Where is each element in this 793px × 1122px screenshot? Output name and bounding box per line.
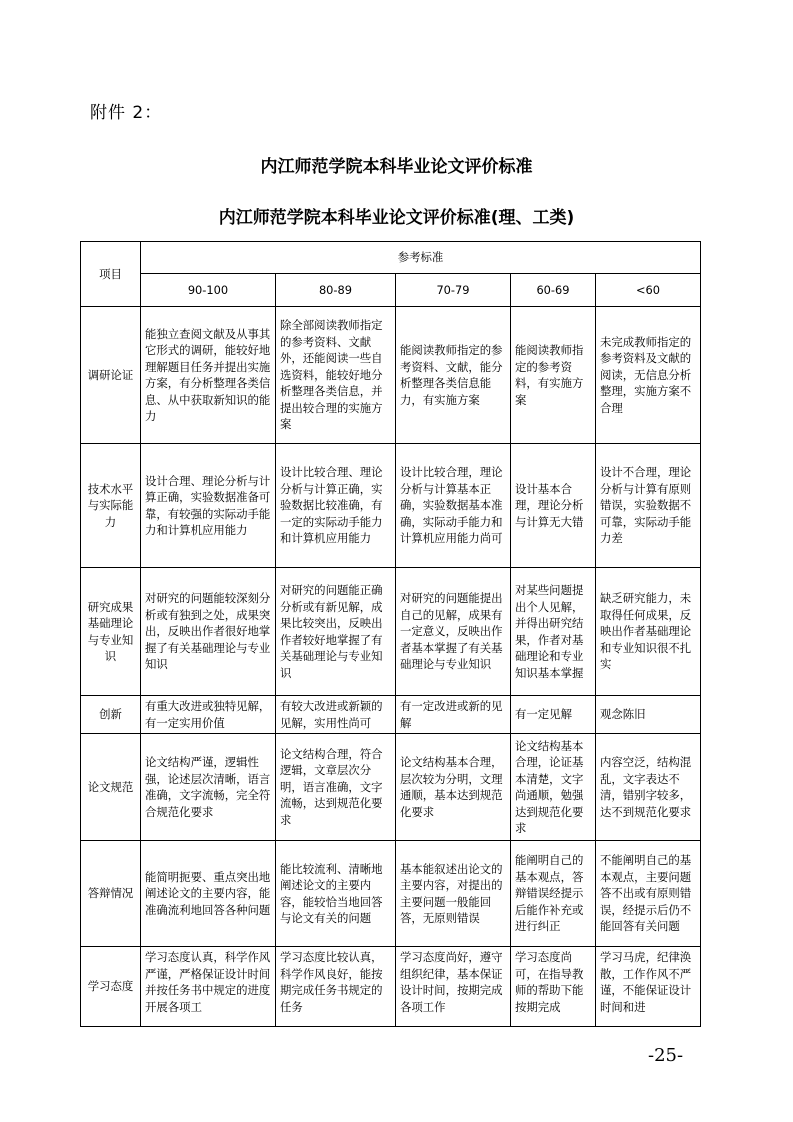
table-cell: 设计合理、理论分析与计算正确，实验数据准备可靠，有较强的实际动手能力和计算机应用能力 <box>141 444 276 568</box>
row-item: 创新 <box>81 696 141 734</box>
row-item: 调研论证 <box>81 307 141 444</box>
table-cell: 设计比较合理、理论分析与计算正确，实验数据比较准确，有一定的实际动手能力和计算机应用能力 <box>276 444 396 568</box>
attachment-label: 附件 2： <box>90 103 163 123</box>
grade-header-row <box>81 274 701 307</box>
table-row <box>81 696 701 734</box>
table-cell: 有重大改进或独特见解，有一定实用价值 <box>141 696 276 734</box>
table-cell: 能阅读教师指定的参考资料，有实施方案 <box>511 307 596 444</box>
table-row <box>81 568 701 696</box>
table-cell: 对研究的问题能正确分析或有新见解，成果比较突出，反映出作者较好地掌握了有关基础理论与专业知识 <box>276 568 396 696</box>
table-cell: 论文结构基本合理，论证基本清楚，文字尚通顺，勉强达到规范化要求 <box>511 734 596 841</box>
table-row <box>81 307 701 444</box>
table-cell: 不能阐明自己的基本观点，主要问题答不出或有原则错误，经提示后仍不能回答有关问题 <box>596 841 701 947</box>
header-item: 项目 <box>81 242 141 307</box>
table-row <box>81 734 701 841</box>
table-cell: 对某些问题提出个人见解，并得出研究结果，作者对基础理论和专业知识基本掌握 <box>511 568 596 696</box>
grade-header: 70-79 <box>396 274 511 307</box>
grade-header: 90-100 <box>141 274 276 307</box>
table-cell: 论文结构合理，符合逻辑，文章层次分明，语言准确，文字流畅，达到规范化要求 <box>276 734 396 841</box>
table-cell: 有一定改进或新的见解 <box>396 696 511 734</box>
row-item: 学习态度 <box>81 947 141 1027</box>
page-number: -25- <box>648 1045 684 1066</box>
table-cell: 能比较流利、清晰地阐述论文的主要内容，能较恰当地回答与论文有关的问题 <box>276 841 396 947</box>
header-reference-standard: 参考标准 <box>141 242 701 274</box>
table-cell: 学习态度尚好，遵守组织纪律，基本保证设计时间，按期完成各项工作 <box>396 947 511 1027</box>
table-row <box>81 947 701 1027</box>
table-cell: 能阅读教师指定的参考资料、文献，能分析整理各类信息能力，有实施方案 <box>396 307 511 444</box>
evaluation-table <box>80 241 701 1027</box>
grade-header: 60-69 <box>511 274 596 307</box>
table-cell: 设计比较合理，理论分析与计算基本正确，实验数据基本准确，实际动手能力和计算机应用能力尚可 <box>396 444 511 568</box>
table-cell: 学习态度尚可，在指导教师的帮助下能按期完成 <box>511 947 596 1027</box>
document-title: 内江师范学院本科毕业论文评价标准 <box>260 157 533 177</box>
table-cell: 未完成教师指定的参考资料及文献的阅读，无信息分析整理，实施方案不合理 <box>596 307 701 444</box>
table-cell: 能简明扼要、重点突出地阐述论文的主要内容，能准确流利地回答各种问题 <box>141 841 276 947</box>
table-cell: 设计基本合理，理论分析与计算无大错 <box>511 444 596 568</box>
row-item: 论文规范 <box>81 734 141 841</box>
table-row <box>81 444 701 568</box>
table-cell: 论文结构基本合理，层次较为分明，文理通顺，基本达到规范化要求 <box>396 734 511 841</box>
table-cell: 缺乏研究能力，未取得任何成果，反映出作者基础理论和专业知识很不扎实 <box>596 568 701 696</box>
table-cell: 学习马虎，纪律涣散，工作作风不严谨，不能保证设计时间和进 <box>596 947 701 1027</box>
table-cell: 对研究的问题能提出自己的见解，成果有一定意义，反映出作者基本掌握了有关基础理论与专业知识 <box>396 568 511 696</box>
table-cell: 论文结构严谨，逻辑性强，论述层次清晰，语言准确，文字流畅，完全符合规范化要求 <box>141 734 276 841</box>
table-cell: 对研究的问题能较深刻分析或有独到之处，成果突出，反映出作者很好地掌握了有关基础理论与专业知识 <box>141 568 276 696</box>
table-cell: 基本能叙述出论文的主要内容，对提出的主要问题一般能回答，无原则错误 <box>396 841 511 947</box>
table-cell: 能独立查阅文献及从事其它形式的调研，能较好地理解题目任务并提出实施方案，有分析整理各类信息、从中获取新知识的能力 <box>141 307 276 444</box>
table-cell: 能阐明自己的基本观点，答辩错误经提示后能作补充或进行纠正 <box>511 841 596 947</box>
table-cell: 除全部阅读教师指定的参考资料、文献外，还能阅读一些自选资料，能较好地分析整理各类信息，并提出较合理的实施方案 <box>276 307 396 444</box>
table-cell: 有较大改进或新颖的见解，实用性尚可 <box>276 696 396 734</box>
row-item: 研究成果基础理论与专业知识 <box>81 568 141 696</box>
grade-header: <60 <box>596 274 701 307</box>
table-cell: 观念陈旧 <box>596 696 701 734</box>
table-header-row <box>81 242 701 274</box>
document-subtitle: 内江师范学院本科毕业论文评价标准(理、工类) <box>218 208 575 228</box>
table-cell: 学习态度比较认真，科学作风良好，能按期完成任务书规定的任务 <box>276 947 396 1027</box>
table-cell: 有一定见解 <box>511 696 596 734</box>
table-cell: 设计不合理，理论分析与计算有原则错误，实验数据不可靠，实际动手能力差 <box>596 444 701 568</box>
table-cell: 学习态度认真，科学作风严谨，严格保证设计时间并按任务书中规定的进度开展各项工 <box>141 947 276 1027</box>
row-item: 答辩情况 <box>81 841 141 947</box>
table-row <box>81 841 701 947</box>
row-item: 技术水平与实际能力 <box>81 444 141 568</box>
grade-header: 80-89 <box>276 274 396 307</box>
table-cell: 内容空泛，结构混乱，文字表达不清，错别字较多，达不到规范化要求 <box>596 734 701 841</box>
